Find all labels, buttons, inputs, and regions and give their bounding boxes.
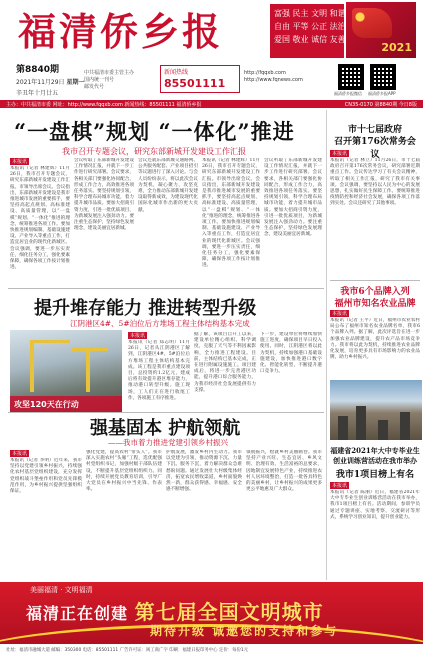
- feature3-body-col-1: 本报讯（记者 李明）近年来，我市坚持以党建引领乡村振兴，持续强化农村基层党组织建设，充分发挥党组织战斗堡垒作用和党员先锋模范作用，为乡村振兴提供坚强组织保证。: [10, 458, 82, 495]
- crane-shape: [30, 340, 34, 392]
- banner-prefix: 福清正在创建: [26, 604, 129, 623]
- feature3-headline: 强基固本 护航领航: [90, 418, 241, 439]
- sidebar-headline-1b: 召开第176次常务会议: [334, 137, 416, 160]
- info-bar: [0, 100, 423, 108]
- section-divider: [8, 412, 324, 413]
- banner-main-text: [26, 596, 324, 625]
- building-shape: [400, 412, 410, 440]
- slogan-line-1: 富强 民主 文明 和谐: [274, 9, 346, 18]
- sidebar-body-1: 本报讯（记者 林立）11月26日，市十七届政府召开第176次常务会议，研究部署近期重点工作。会议传达学习了有关会议精神，听取了相关工作汇报，研究了我市有关事项。会议强调，要坚持以人民为中心的发展思想，扎实做好民生保障工作。要统筹推进疫情防控和经济社会发展，确保各项工作落到实处。会议还研究了其他事项。: [330, 158, 420, 207]
- sidebar-label-1: 本报讯: [332, 151, 348, 157]
- column-divider: [326, 110, 327, 580]
- banner-top-text: 美丽福清 · 文明福清: [30, 586, 93, 594]
- feature3-body-col-2: 强化党建，提高农村“带头人”。我市深入实施农村“头雁”工程，选优配强村党组织书记，加强村级干部队伍建设，不断提升基层党组织组织力。同时，持续开展党员教育培训，引导广大党员在乡村振兴中当先锋、作表率。: [86, 450, 162, 493]
- lead-body-col-3: 会议还就东部新城交通路网、公共服务配套、产业项目招引等议题进行了深入讨论。与会人员纷纷表示，将以此次会议为契机，凝心聚力、攻坚克难，全力推动东部新城开发建设取得新成效，为建设现代化国际化城市作出新的更大贡献。: [138, 158, 198, 213]
- feature3-label: 本报讯: [12, 451, 28, 457]
- sidebar-headline-2b: 福州市知名农业品牌: [334, 299, 416, 309]
- crane-shape: [72, 348, 108, 351]
- feature2-body-col-3: 下一步，建设单位将继续加快施工进度，确保项目早日投入使用。同时，江阴港区将以此为契机，持续加强港口基础设施建设，加快推进港口数字化、智能化转型，不断提升港口竞争力。: [260, 332, 322, 375]
- sidebar-headline-3b: 创业训练营活动在我市举办: [333, 456, 417, 465]
- qr-label: 福清侨乡报APP: [368, 91, 396, 96]
- sidebar-photo: [330, 380, 422, 440]
- lead-subheadline: 我市召开专题会议，研究东部新城开发建设工作汇报: [62, 147, 246, 156]
- weekday: 星期一: [66, 79, 85, 86]
- lead-headline: “一盘棋”规划 “一体化”推进: [14, 119, 295, 144]
- publisher-line: 国内统一刊号: [84, 77, 115, 83]
- feature2-body-col-1: 本报讯（记者 郑志明）11月26日，记者从江阴港区了解到，江阴港区4#、5#泊位后方堆场工程主体结构基本完成。该工程是我市重点建设项目，总投资约1.2亿元，建成后将有效提升港区堆存能力，推动港口转型升级。施工现场，工人们正在进行收尾工作，各项施工有序推进。: [128, 340, 190, 401]
- civilization-city-banner: [0, 582, 423, 644]
- website-link[interactable]: http://fqqxb.com: [244, 70, 286, 76]
- sidebar-body-2: 本报讯（记者 王平）近日，福州市农业农村局公布了福州市知名农业品牌名单，我市6个品牌入列。据了解，此次评选旨在进一步加强农业品牌建设，提升农产品市场竞争力。我市将以此为契机，持续推进农业品牌化发展，培育更多具有市场影响力的农业品牌，助力乡村振兴。: [330, 318, 420, 361]
- section-divider: [8, 288, 324, 289]
- app-qr-icon: [370, 64, 396, 90]
- building-shape: [356, 406, 366, 440]
- sidebar-headline-3a: 福建省2021年大中专毕业生: [330, 446, 420, 455]
- banner-subtext: 期待升级 诚邀您的支持和参与: [150, 624, 339, 638]
- page-footer: 社址：福清市融城大道 邮编：350300 电话：85501111 广告许可证：闽工商广字 印刷：福建日报印务中心 定价：每份1元: [0, 645, 423, 654]
- feature2-headline: 提升堆存能力 推进转型升级: [34, 298, 257, 319]
- wechat-qr-icon: [338, 64, 364, 90]
- sidebar-label-2: 本报讯: [332, 311, 348, 317]
- qr-label: 福清侨乡报微信: [334, 91, 362, 96]
- lead-body-col-1: 本报讯（记者 林建辉）11月26日，我市召开专题会议，研究东部新城开发建设工作汇报。市领导出席会议。会议指出，东部新城开发建设是我市推进城市发展的重要抓手，要坚持高起点规划、高标准建设、高质量管理，以“一盘棋”规划、“一体化”推进的理念，统筹推进各项工作。要加快推进规划编制、基础设施建设、产业导入等重点工作，打造宜居宜业的现代化新城区。会议强调，要进一步压实责任，细化任务分工，强化要素保障，确保各项工作按计划推进。: [10, 166, 70, 271]
- feature3-body-col-4: 领航振兴，绘就乡村美丽画卷。我市坚持产业兴旺、生态宜居、乡风文明、治理有效、生活富裕的总要求，因地制宜发展特色产业，持续推进农村人居环境整治，打造一批各具特色的美丽乡村，让乡村振兴的成果更多更公平地惠及广大群众。: [246, 450, 322, 493]
- sidebar-body-3: 本报讯（记者 陈丽）近日，福建省2021年大中专毕业生创业训练营活动在我市举办，我市1项目榜上有名。活动期间，参训学员通过专题讲座、实地考察、交流研讨等形式，系统学习创业知识，提升创业能力。: [330, 490, 420, 520]
- info-bar-right: CN35-0170 第8840期 今日8版: [344, 102, 417, 108]
- lead-body-col-5: 会议听取了东部新城开发建设工作情况汇报，并就下一步工作进行研究部署。会议要求，各相关部门要强化协同配合，形成工作合力，高效推进各项任务落实。要坚持规划引领，科学合理布局城市功能，着力提升城市品质。要加大招商引资力度，引进一批优质项目，为新城发展注入强劲动力。要注重生态保护，坚持绿色发展理念，建设美丽宜居新城。: [264, 158, 322, 238]
- feature3-subheadline: ——我市着力推进党建引领乡村振兴: [108, 438, 228, 447]
- core-values-box: [270, 4, 344, 58]
- info-bar-left: 主办：中共福清市委 网址：http://www.fqqxb.com 新闻热线：85501111 福清侨乡报: [6, 102, 202, 108]
- feature3-body-col-3: 护航发展，激发乡村内生动力。我市以党建为引领，推动资源下沉、力量下沉、服务下沉，着力解决群众急难愁盼问题。通过发展壮大村级集体经济，拓宽农民增收渠道，乡村面貌焕然一新，群众获得感、幸福感、安全感不断增强。: [166, 450, 242, 493]
- photo-caption-banner: 攻坚120天在行动: [10, 396, 122, 412]
- publisher-line: 中共福清市委主管主办: [84, 70, 135, 76]
- feature2-subheadline: 江阴港区4#、5#泊位后方堆场工程主体结构基本完成: [70, 319, 250, 328]
- publisher-meta: [84, 70, 134, 91]
- emblem-year: 2021: [381, 41, 412, 54]
- publisher-line: 邮发代号: [84, 84, 105, 90]
- sidebar-headline-1a: 市十七届政府: [347, 125, 402, 135]
- issue-number: 第8840期: [16, 65, 60, 75]
- lunar-date: 辛丑年十月廿五: [16, 90, 59, 97]
- banner-highlight: 第七届全国文明城市: [134, 600, 324, 624]
- flag-icon: [352, 8, 392, 38]
- building-shape: [378, 420, 388, 440]
- feature2-body-col-2: 据了解，该项目自开工以来，建设单位精心组织、科学调度，克服了天气等不利因素影响，全力推进工程建设。目前，主体结构已基本完成，正在进行附属设施施工。项目建成后，将进一步完善港区功能，提升港口综合服务能力，为我市经济社会发展提供有力支撑。: [194, 332, 256, 393]
- sidebar-divider: [330, 280, 420, 281]
- lead-body-col-4: 本报讯（记者 林建辉）11月26日，我市召开专题会议，研究东部新城开发建设工作汇报。市领导出席会议。会议指出，东部新城开发建设是我市推进城市发展的重要抓手，要坚持高起点规划、高标准建设、高质量管理，以“一盘棋”规划、“一体化”推进的理念，统筹推进各项工作。要加快推进规划编制、基础设施建设、产业导入等重点工作，打造宜居宜业的现代化新城区。会议强调，要进一步压实责任，细化任务分工，强化要素保障，确保各项工作按计划推进。: [202, 158, 260, 269]
- date-text: 2021年11月29日: [16, 79, 65, 86]
- slogan-line-2: 自由 平等 公正 法治: [274, 22, 346, 31]
- sidebar-label-3: 本报讯: [332, 483, 348, 489]
- crane-shape: [30, 340, 70, 343]
- anniversary-emblem: [346, 2, 416, 58]
- hotline-number: 85501111: [164, 77, 226, 90]
- building-shape: [338, 416, 348, 440]
- crane-shape: [86, 348, 90, 392]
- lead-label: 本报讯: [12, 159, 28, 165]
- hotline-label: 新闻热线: [164, 69, 189, 76]
- news-hotline: [160, 65, 240, 93]
- newspaper-title: 福清侨乡报: [18, 9, 224, 54]
- web-info: [244, 70, 334, 84]
- feature2-label: 本报讯: [130, 333, 146, 339]
- website-link[interactable]: http://www.fqnews.com: [244, 77, 303, 83]
- sidebar-headline-3c: 我市1项目榜上有名: [335, 470, 415, 480]
- sidebar-headline-2a: 我市6个品牌入列: [340, 287, 410, 297]
- slogan-line-3: 爱国 敬业 诚信 友善: [274, 35, 346, 44]
- masthead: [0, 0, 423, 100]
- lead-body-col-2: 会议听取了东部新城开发建设工作情况汇报，并就下一步工作进行研究部署。会议要求，各相关部门要强化协同配合，形成工作合力，高效推进各项任务落实。要坚持规划引领，科学合理布局城市功能，着力提升城市品质。要加大招商引资力度，引进一批优质项目，为新城发展注入强劲动力。要注重生态保护，坚持绿色发展理念，建设美丽宜居新城。: [74, 158, 134, 232]
